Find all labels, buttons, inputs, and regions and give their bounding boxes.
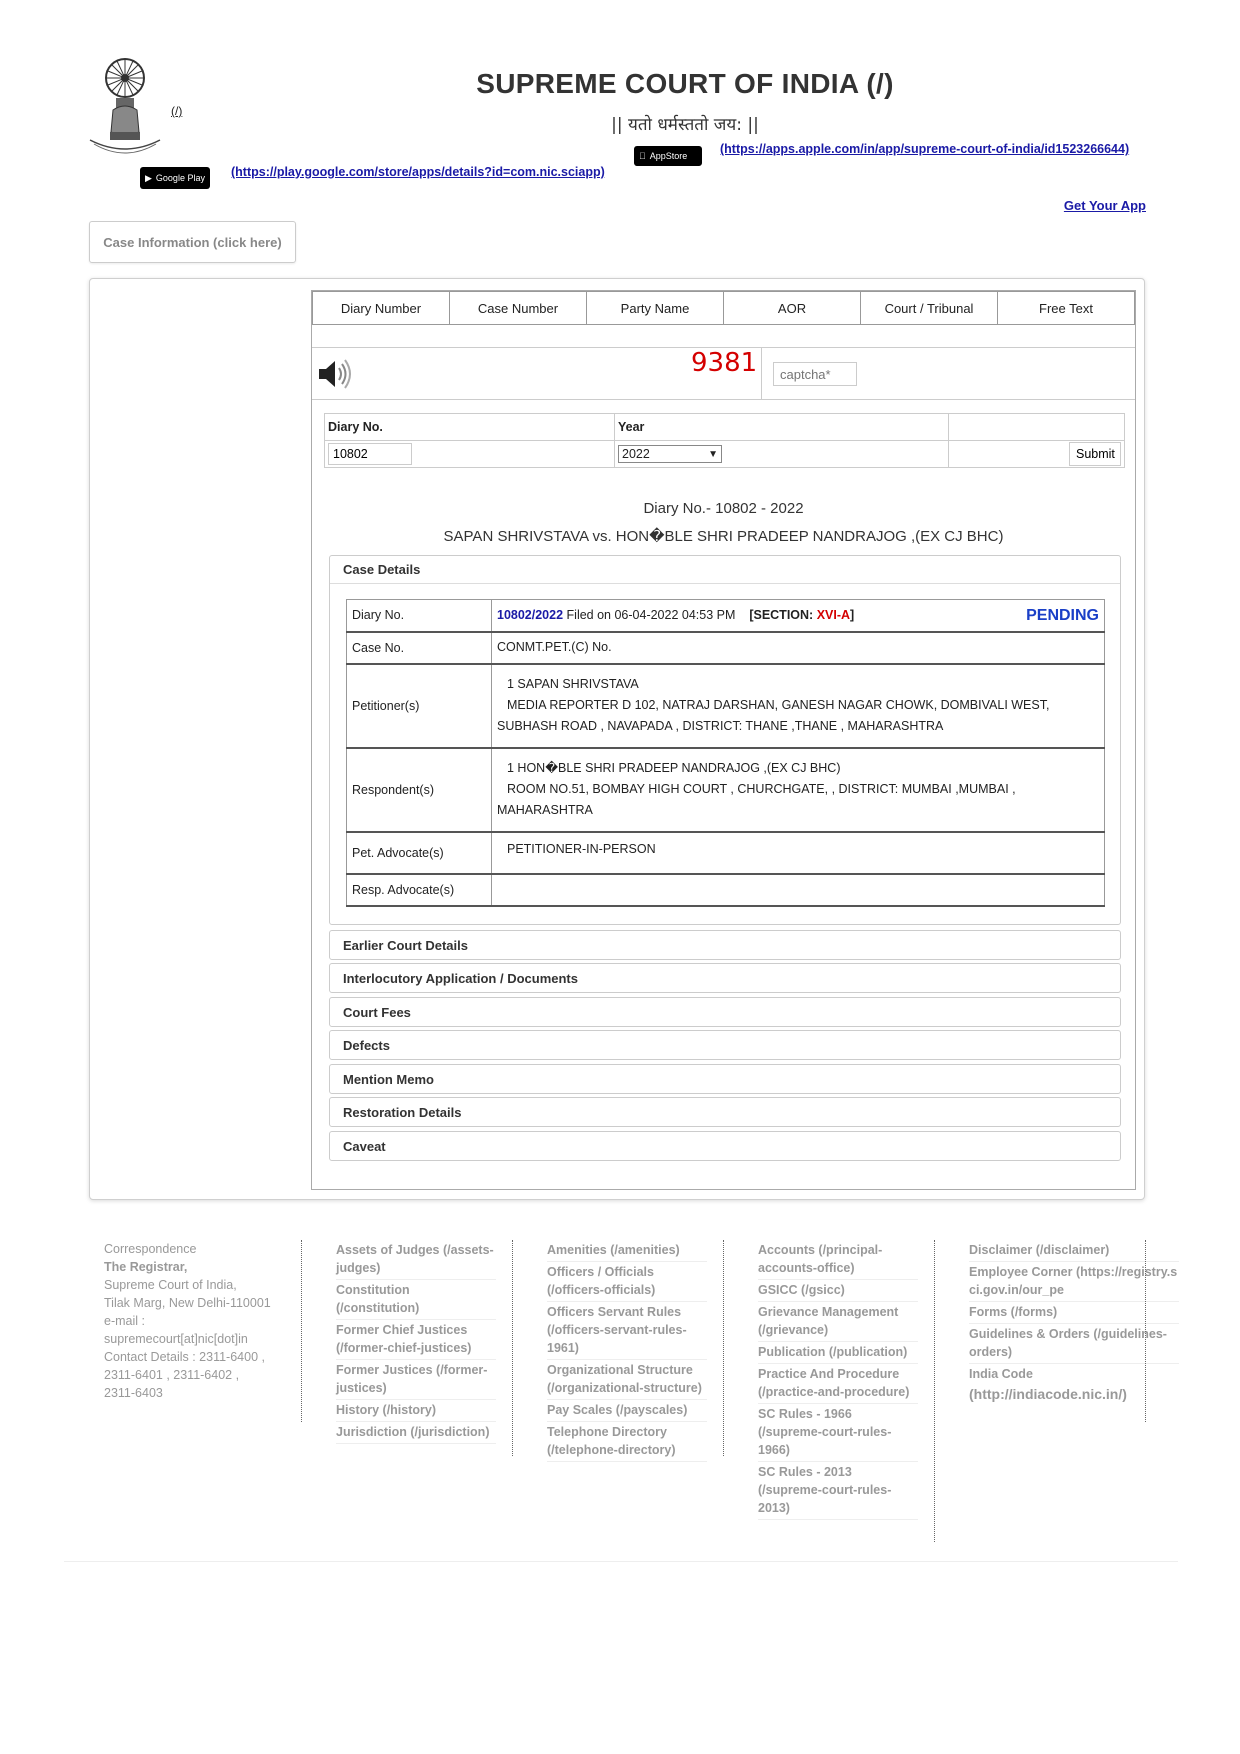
petitioner-name: 1 SAPAN SHRIVSTAVA <box>507 677 639 691</box>
footer-link[interactable]: Guidelines & Orders (/guidelines-orders) <box>969 1324 1179 1364</box>
google-play-badge[interactable] <box>140 167 210 189</box>
footer-email[interactable]: supremecourt[at]nic[dot]in <box>104 1332 248 1346</box>
earlier-court-details-header[interactable]: Earlier Court Details <box>343 937 468 953</box>
footer-link[interactable]: Former Justices (/former-justices) <box>336 1360 496 1400</box>
respondent-value <box>492 748 1105 832</box>
case-details-table <box>346 599 1105 907</box>
defects-section[interactable] <box>329 1030 1121 1060</box>
footer-link[interactable]: Publication (/publication) <box>758 1342 918 1364</box>
footer-link[interactable]: Forms (/forms) <box>969 1302 1179 1324</box>
footer-link[interactable]: Jurisdiction (/jurisdiction) <box>336 1422 496 1444</box>
interlocutory-application-section[interactable] <box>329 963 1121 993</box>
footer-link[interactable]: Officers / Officials (/officers-officials) <box>547 1262 707 1302</box>
case-no-key: Case No. <box>347 632 492 664</box>
diary-no-label: Diary No. <box>325 414 615 441</box>
mention-memo-section[interactable] <box>329 1064 1121 1094</box>
speaker-icon[interactable] <box>315 356 355 392</box>
footer-address-line: Correspondence <box>104 1242 197 1256</box>
case-information-button[interactable]: Case Information (click here) <box>89 221 296 263</box>
footer-link[interactable]: Assets of Judges (/assets-judges) <box>336 1240 496 1280</box>
resp-advocate-key: Resp. Advocate(s) <box>347 874 492 906</box>
filed-on-text: Filed on 06-04-2022 04:53 PM <box>566 607 736 622</box>
captcha-row <box>312 348 1135 400</box>
pet-advocate-value: PETITIONER-IN-PERSON <box>492 832 1105 874</box>
respondent-name: 1 HON�BLE SHRI PRADEEP NANDRAJOG ,(EX CJ BHC) <box>507 761 841 775</box>
site-motto: || यतो धर्मस्ततो जय: || <box>611 115 759 135</box>
submit-button[interactable]: Submit <box>1069 442 1121 466</box>
footer-link[interactable]: Telephone Directory (/telephone-directory) <box>547 1422 707 1462</box>
diary-number-link[interactable]: 10802/2022 <box>497 607 564 622</box>
app-store-link[interactable]: (https://apps.apple.com/in/app/supreme-court-of-india/id1523266644) <box>720 142 1130 156</box>
diary-no-value <box>492 600 1105 632</box>
footer-bottom-rule <box>64 1561 1178 1562</box>
tab-free-text[interactable]: Free Text <box>997 291 1135 325</box>
table-row <box>347 748 1105 832</box>
captcha-code: 9381 <box>691 348 758 378</box>
footer-address-line: 2311-6403 <box>104 1386 163 1400</box>
earlier-court-details-section[interactable] <box>329 930 1121 960</box>
table-row <box>347 600 1105 632</box>
respondent-address-line: ROOM NO.51, BOMBAY HIGH COURT , CHURCHGATE, , DISTRICT: MUMBAI ,MUMBAI , <box>507 782 1016 796</box>
case-details-header[interactable]: Case Details <box>330 556 1120 584</box>
respondent-key: Respondent(s) <box>347 748 492 832</box>
year-select-value: 2022 <box>622 447 650 461</box>
case-no-value: CONMT.PET.(C) No. <box>492 632 1105 664</box>
footer-links-column <box>336 1240 496 1444</box>
diary-no-input[interactable] <box>328 443 412 465</box>
get-your-app-link[interactable]: Get Your App <box>1063 198 1146 213</box>
restoration-details-section[interactable] <box>329 1097 1121 1127</box>
tab-content-divider <box>312 324 1135 348</box>
footer-divider <box>723 1240 724 1456</box>
india-code-link[interactable]: (http://indiacode.nic.in/) <box>969 1386 1127 1402</box>
footer-address-line: The Registrar, <box>104 1260 188 1274</box>
footer-link[interactable]: SC Rules - 2013 (/supreme-court-rules-2013) <box>758 1462 918 1520</box>
footer-address-line: Supreme Court of India, <box>104 1278 237 1292</box>
tab-case-number[interactable]: Case Number <box>449 291 587 325</box>
mention-memo-header[interactable]: Mention Memo <box>343 1071 434 1087</box>
section-close: ] <box>850 607 855 622</box>
footer-link[interactable]: Disclaimer (/disclaimer) <box>969 1240 1179 1262</box>
section-label: [SECTION: <box>749 607 814 622</box>
result-diary-title: Diary No.- 10802 - 2022 <box>643 500 804 517</box>
table-row <box>347 664 1105 748</box>
footer-link[interactable]: Organizational Structure (/organizational-structure) <box>547 1360 707 1400</box>
footer-link[interactable]: History (/history) <box>336 1400 496 1422</box>
footer-links-column <box>547 1240 707 1462</box>
interlocutory-application-header[interactable]: Interlocutory Application / Documents <box>343 970 578 986</box>
year-label: Year <box>615 414 949 441</box>
google-play-link[interactable]: (https://play.google.com/store/apps/details?id=com.nic.sciapp) <box>231 165 605 179</box>
footer-link[interactable]: India Code <box>969 1367 1033 1381</box>
footer-link[interactable]: Grievance Management (/grievance) <box>758 1302 918 1342</box>
diary-no-key: Diary No. <box>347 600 492 632</box>
search-tabs <box>312 291 1135 325</box>
footer-address-line: e-mail : <box>104 1314 145 1328</box>
table-row <box>347 874 1105 906</box>
captcha-divider <box>761 348 762 400</box>
footer-link[interactable]: Practice And Procedure (/practice-and-procedure) <box>758 1364 918 1404</box>
footer-address-line: Contact Details : 2311-6400 , <box>104 1350 265 1364</box>
footer-address-line: 2311-6401 , 2311-6402 , <box>104 1368 240 1382</box>
app-store-badge-label: AppStore <box>643 150 681 161</box>
footer-link[interactable]: Accounts (/principal-accounts-office) <box>758 1240 918 1280</box>
footer-link[interactable]: Constitution (/constitution) <box>336 1280 496 1320</box>
resp-advocate-value <box>492 874 1105 906</box>
google-play-badge-label: Google Play <box>155 172 205 183</box>
footer-divider <box>512 1240 513 1456</box>
footer-link[interactable]: Employee Corner (https://registry.sci.gov.in/our_pe <box>969 1262 1179 1302</box>
court-fees-header[interactable]: Court Fees <box>343 1004 411 1020</box>
form-empty-cell <box>949 414 1125 441</box>
app-store-badge[interactable] <box>634 146 702 166</box>
court-fees-section[interactable] <box>329 997 1121 1027</box>
footer-divider <box>934 1240 935 1542</box>
caveat-section[interactable] <box>329 1131 1121 1161</box>
pet-advocate-key: Pet. Advocate(s) <box>347 832 492 874</box>
footer-link[interactable]: Amenities (/amenities) <box>547 1240 707 1262</box>
status-badge: PENDING <box>1026 606 1099 624</box>
site-title[interactable]: SUPREME COURT OF INDIA (/) <box>476 68 894 99</box>
petitioner-key: Petitioner(s) <box>347 664 492 748</box>
section-value: XVI-A <box>816 607 851 622</box>
caveat-header[interactable]: Caveat <box>343 1138 386 1154</box>
footer-address <box>104 1240 294 1402</box>
tab-court-tribunal[interactable]: Court / Tribunal <box>860 291 998 325</box>
footer-link[interactable]: GSICC (/gsicc) <box>758 1280 918 1302</box>
footer-links-column <box>969 1240 1179 1403</box>
home-link[interactable]: (/) <box>171 104 183 118</box>
footer-link[interactable]: Former Chief Justices (/former-chief-justices) <box>336 1320 496 1360</box>
captcha-input[interactable] <box>773 362 857 386</box>
restoration-details-header[interactable]: Restoration Details <box>343 1104 462 1120</box>
result-parties-title: SAPAN SHRIVSTAVA vs. HON�BLE SHRI PRADEEP NANDRAJOG ,(EX CJ BHC) <box>443 528 1004 545</box>
petitioner-address-line: SUBHASH ROAD , NAVAPADA , DISTRICT: THANE ,THANE , MAHARASHTRA <box>497 719 944 733</box>
petitioner-address-line: MEDIA REPORTER D 102, NATRAJ DARSHAN, GANESH NAGAR CHOWK, DOMBIVALI WEST, <box>507 698 1050 712</box>
footer-divider <box>1145 1240 1146 1422</box>
table-row <box>347 632 1105 664</box>
table-row <box>347 832 1105 874</box>
respondent-address-line: MAHARASHTRA <box>497 803 593 817</box>
footer-link[interactable]: Pay Scales (/payscales) <box>547 1400 707 1422</box>
tab-party-name[interactable]: Party Name <box>586 291 724 325</box>
play-icon: ▶ <box>145 172 152 183</box>
defects-header[interactable]: Defects <box>343 1037 390 1053</box>
petitioner-value <box>492 664 1105 748</box>
footer-links-column <box>758 1240 918 1520</box>
footer-link[interactable]: SC Rules - 1966 (/supreme-court-rules-1966) <box>758 1404 918 1462</box>
year-select[interactable] <box>618 445 722 463</box>
diary-search-form <box>324 413 1125 468</box>
footer-divider <box>301 1240 302 1422</box>
footer-link[interactable]: Officers Servant Rules (/officers-servant-rules-1961) <box>547 1302 707 1360</box>
apple-icon <box>639 152 646 161</box>
tab-diary-number[interactable]: Diary Number <box>312 291 450 325</box>
tab-aor[interactable]: AOR <box>723 291 861 325</box>
chevron-down-icon: ▼ <box>708 448 718 460</box>
footer-address-line: Tilak Marg, New Delhi-110001 <box>104 1296 271 1310</box>
